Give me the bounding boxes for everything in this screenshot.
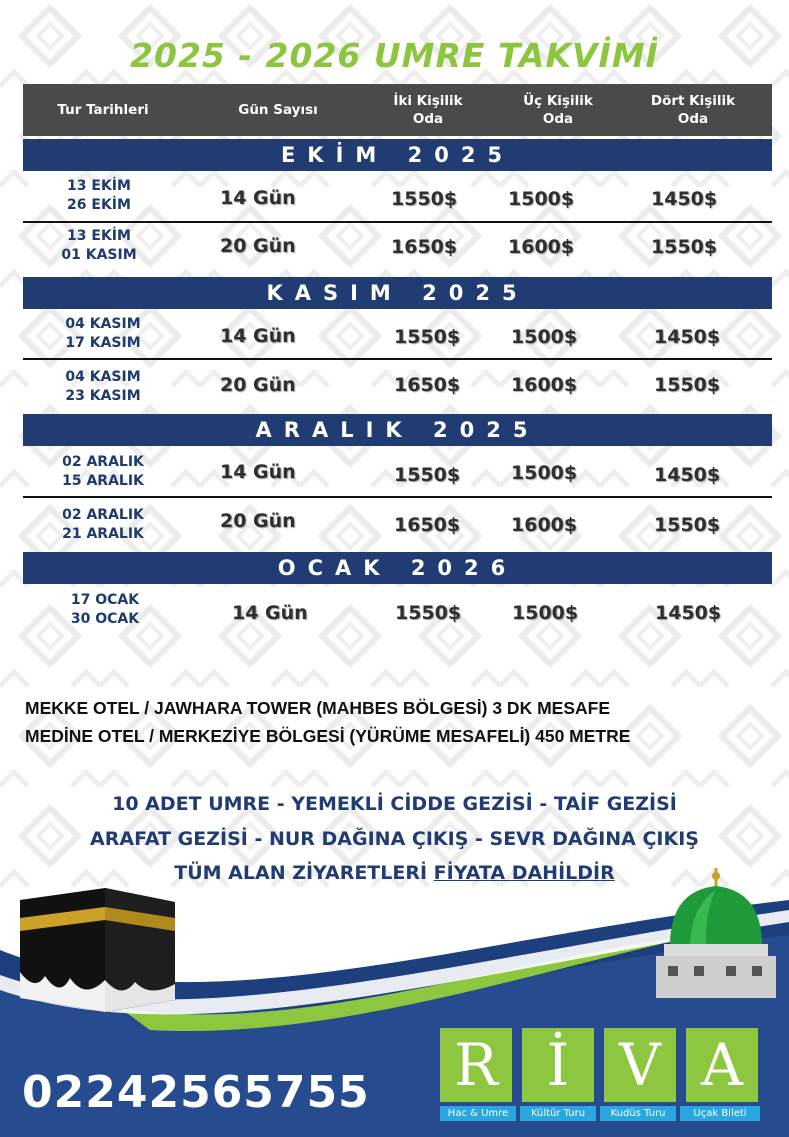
page-title: 2025 - 2026 UMRE TAKVİMİ: [130, 36, 659, 75]
header-triple-line1: Üç Kişilik: [523, 93, 593, 109]
month-band-ekim: EKİM 2025: [23, 139, 772, 171]
price-triple: 1600$: [511, 514, 578, 536]
day-count: 14 Gün: [220, 187, 296, 209]
tour-dates: [33, 506, 173, 544]
row-divider: [23, 496, 772, 498]
table-row: [23, 449, 772, 497]
day-count: 14 Gün: [220, 461, 296, 483]
start-date: 02 ARALIK: [62, 454, 144, 470]
table-row: [23, 587, 772, 635]
price-double: 1650$: [394, 374, 461, 396]
end-date: 01 KASIM: [61, 247, 137, 263]
month-band-kasim: KASIM 2025: [23, 277, 772, 309]
logo-letter-v: V: [604, 1028, 676, 1102]
end-date: 21 ARALIK: [62, 526, 144, 542]
price-triple: 1500$: [512, 602, 579, 624]
price-quad: 1450$: [654, 326, 721, 348]
mecca-hotel-info: MEKKE OTEL / JAWHARA TOWER (MAHBES BÖLGESİ) 3 DK MESAFE: [25, 698, 610, 718]
price-double: 1550$: [391, 188, 458, 210]
tour-dates: [29, 227, 169, 265]
day-count: 20 Gün: [220, 374, 296, 396]
price-double: 1550$: [394, 326, 461, 348]
tour-dates: [33, 453, 173, 491]
price-quad: 1450$: [651, 188, 718, 210]
logo-letter-r: R: [440, 1028, 512, 1102]
start-date: 13 EKİM: [67, 228, 131, 244]
header-day-count: Gün Sayısı: [238, 102, 318, 118]
features-line-3-text: TÜM ALAN ZİYARETLERİ: [174, 862, 434, 884]
price-double: 1550$: [395, 602, 462, 624]
features-included-text: FİYATA DAHİLDİR: [433, 862, 615, 884]
header-quad-line1: Dört Kişilik: [650, 93, 736, 109]
price-double: 1550$: [394, 464, 461, 486]
table-row: [23, 362, 772, 410]
features-line-1: 10 ADET UMRE - YEMEKLİ CİDDE GEZİSİ - TAİF GEZİSİ: [112, 793, 677, 815]
end-date: 23 KASIM: [65, 388, 141, 404]
table-header: [23, 84, 772, 136]
price-quad: 1450$: [655, 602, 722, 624]
table-row: [23, 500, 772, 548]
logo-tag-flight-ticket: Uçak Bileti: [680, 1106, 760, 1121]
price-quad: 1550$: [654, 514, 721, 536]
end-date: 17 KASIM: [65, 335, 141, 351]
price-quad: 1550$: [654, 374, 721, 396]
tour-dates: [29, 177, 169, 215]
end-date: 26 EKİM: [67, 197, 131, 213]
logo-tag-hajj-umrah: Hac & Umre: [440, 1106, 516, 1121]
table-row: [23, 173, 772, 221]
day-count: 20 Gün: [220, 235, 296, 257]
day-count: 20 Gün: [220, 510, 296, 532]
price-triple: 1600$: [511, 374, 578, 396]
price-quad: 1450$: [654, 464, 721, 486]
logo-letter-i: İ: [522, 1028, 594, 1102]
features-line-2: ARAFAT GEZİSİ - NUR DAĞINA ÇIKIŞ - SEVR DAĞINA ÇIKIŞ: [90, 828, 699, 850]
price-double: 1650$: [394, 514, 461, 536]
phone-number: 02242565755: [22, 1067, 370, 1118]
start-date: 02 ARALIK: [62, 507, 144, 523]
row-divider: [23, 358, 772, 360]
price-triple: 1500$: [511, 326, 578, 348]
price-quad: 1550$: [651, 236, 718, 258]
header-double-room: [363, 84, 493, 136]
price-triple: 1600$: [508, 236, 575, 258]
header-triple-room: [493, 84, 623, 136]
month-band-ocak: OCAK 2026: [23, 552, 772, 584]
price-triple: 1500$: [511, 462, 578, 484]
end-date: 15 ARALIK: [62, 473, 144, 489]
medina-hotel-info: MEDİNE OTEL / MERKEZİYE BÖLGESİ (YÜRÜME MESAFELİ) 450 METRE: [25, 726, 631, 746]
header-tour-dates: Tur Tarihleri: [57, 102, 149, 118]
logo-tag-jerusalem-tour: Kudüs Turu: [600, 1106, 676, 1121]
table-row: [23, 223, 772, 271]
start-date: 04 KASIM: [65, 369, 141, 385]
tour-dates: [33, 315, 173, 353]
header-triple-line2: Oda: [542, 111, 574, 127]
header-double-line1: İki Kişilik: [393, 93, 463, 109]
end-date: 30 OCAK: [70, 611, 140, 627]
tour-dates: [33, 368, 173, 406]
header-double-line2: Oda: [412, 111, 444, 127]
logo-letter-a: A: [686, 1028, 758, 1102]
price-triple: 1500$: [508, 188, 575, 210]
day-count: 14 Gün: [232, 602, 308, 624]
table-row: [23, 311, 772, 359]
logo-tag-culture-tour: Kültür Turu: [520, 1106, 596, 1121]
header-quad-room: [628, 84, 758, 136]
tour-dates: [35, 591, 175, 629]
start-date: 04 KASIM: [65, 316, 141, 332]
green-dome-icon: [650, 866, 780, 1001]
price-double: 1650$: [391, 236, 458, 258]
day-count: 14 Gün: [220, 325, 296, 347]
start-date: 13 EKİM: [67, 178, 131, 194]
start-date: 17 OCAK: [70, 592, 140, 608]
month-band-aralik: ARALIK 2025: [23, 414, 772, 446]
header-quad-line2: Oda: [677, 111, 709, 127]
riva-logo: [440, 1028, 760, 1124]
kaaba-icon: [10, 880, 180, 1015]
